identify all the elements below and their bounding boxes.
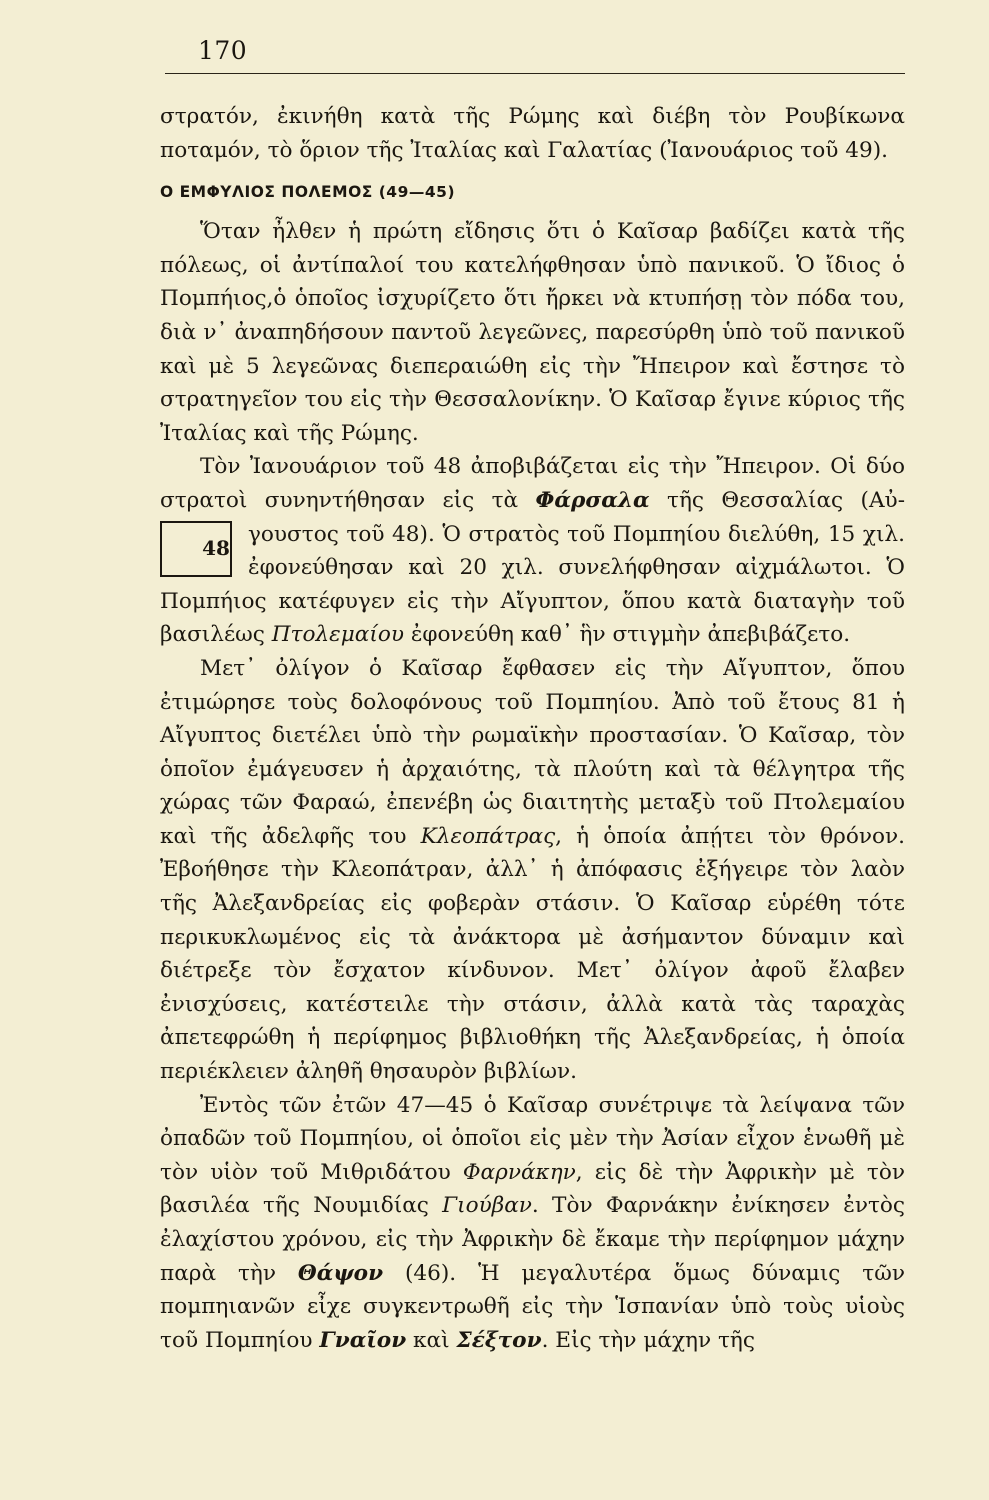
text-run: Ἐντὸς τῶν ἐτῶν 47—45 ὁ Καῖσαρ συνέτριψε τὰ λείψανα τῶν ὀπαδῶν τοῦ Πομπηίου, οἱ ὁποῖοι εἰς μὲν τὴν Ἀσίαν εἶχον ἑνωθῆ μὲ τὸν υἱὸν τοῦ Μιθριδάτου [160,1092,905,1185]
text-run: . Εἰς τὴν μάχην τῆς [541,1327,755,1353]
emphasis-pharsala: Φάρσαλα [535,487,650,513]
emphasis-pharnaces: Φαρνάκην [462,1159,576,1185]
paragraph-1 [160,100,905,167]
emphasis-cleopatra: Κλεοπάτρας [420,823,556,849]
emphasis-sextus: Σέξτον [456,1327,542,1353]
emphasis-thapsus: Θάψον [297,1260,384,1286]
emphasis-juba: Γιούβαν [442,1193,532,1219]
text-run: Τὸν Ἰανουάριον τοῦ 48 ἀποβιβάζεται εἰς τὴν Ἤπειρον. Οἱ δύο στρατοὶ συνηντήθησαν εἰς τὰ [160,454,905,513]
year-marker-box: 48 [160,521,232,577]
text-run: Μετ᾽ ὀλίγον ὁ Καῖσαρ ἔφθασεν εἰς τὴν Αἴγυπτον, ὅπου ἐτιμώρησε τοὺς δολοφόνους τοῦ Πομπηίου. Ἀπὸ τοῦ ἔτους 81 ἡ Αἴγυπτος διετέλει ὑπὸ τὴν ρωμαϊκὴν προστασίαν. Ὁ Καῖσαρ, τὸν ὁποῖον ἐμάγευσεν ἡ ἀρχαιότης, τὰ πλούτη καὶ τὰ θέλγητρα τῆς χώρας τῶν Φαραώ, ἐπενέβη ὡς διαιτητὴς μεταξὺ τοῦ Πτολεμαίου καὶ τῆς ἀδελφῆς του [160,655,905,849]
paragraph-5 [160,1089,905,1358]
emphasis-ptolemy: Πτολεμαίου [271,622,404,648]
text-run: στρατόν, ἐκινήθη κατὰ τῆς Ρώμης καὶ διέβη τὸν Ρουβίκωνα ποταμόν, τὸ ὅριον τῆς Ἰταλίας καὶ Γαλατίας (Ἰανουάριος τοῦ 49). [160,104,905,163]
text-run: (46). Ἡ μεγαλυτέρα ὅμως δύναμις τῶν πομπηιανῶν εἶχε συγκεντρωθῆ εἰς τὴν Ἱσπανίαν ὑπὸ τοὺς υἱοὺς τοῦ Πομπηίου [160,1260,905,1353]
text-run: , εἰς δὲ τὴν Ἀφρικὴν μὲ τὸν βασιλέα τῆς Νουμιδίας [160,1159,905,1219]
paragraph-2 [160,215,905,450]
text-run: , ἡ ὁποία ἀπῄτει τὸν θρόνον. Ἐβοήθησε τὴν Κλεοπάτραν, ἀλλ᾽ ἡ ἀπόφασις ἐξήγειρε τὸν λαὸν τῆς Ἀλεξανδρείας εἰς φοβερὰν στάσιν. Ὁ Καῖσαρ εὑρέθη τότε περικυκλωμένος εἰς τὰ ἀνάκτορα μὲ ἀσήμαντον δύναμιν καὶ διέτρεξε τὸν ἔσχατον κίνδυνον. Μετ᾽ ὀλίγον ἀφοῦ ἔλαβεν ἐνισχύσεις, κατέστειλε τὴν στάσιν, ἀλλὰ κατὰ τὰς ταραχὰς ἀπετεφρώθη ἡ περίφημος βιβλιοθήκη τῆς Ἀλεξανδρείας, ἡ ὁποία περιέκλειεν ἀληθῆ θησαυρὸν βιβλίων. [160,823,905,1085]
emphasis-gnaeus: Γναῖον [319,1327,407,1353]
text-run: Ὅταν ἦλθεν ἡ πρώτη εἴδησις ὅτι ὁ Καῖσαρ βαδίζει κατὰ τῆς πόλεως, οἱ ἀντίπαλοί του κατελήφθησαν ὑπὸ πανικοῦ. Ὁ ἴδιος ὁ Πομπήιος,ὁ ὁποῖος ἰσχυρίζετο ὅτι ἤρκει νὰ κτυπήσῃ τὸν πόδα του, διὰ ν᾽ ἀναπηδήσουν παντοῦ λεγεῶνες, παρεσύρθη ὑπὸ τοῦ πανικοῦ καὶ μὲ 5 λεγεῶνας διεπεραιώθη εἰς τὴν Ἤπειρον καὶ ἔστησε τὸ στρατηγεῖον του εἰς τὴν Θεσσαλονίκην. Ὁ Καῖσαρ ἔγινε κύριος τῆς Ἰταλίας καὶ τῆς Ρώμης. [160,219,905,446]
paragraph-3 [160,450,905,652]
text-run: καὶ [406,1327,457,1353]
text-run: τῆς Θεσσαλίας (Αὐ- [649,487,905,513]
paragraph-4 [160,652,905,1089]
text-run: . Τὸν Φαρνάκην ἐνίκησεν ἐντὸς ἐλαχίστου χρόνου, εἰς τὴν Ἀφρικὴν δὲ ἔκαμε τὴν περίφημον μάχην παρὰ τὴν [160,1193,905,1286]
section-heading: Ο ΕΜΦΥΛΙΟΣ ΠΟΛΕΜΟΣ (49—45) [160,183,456,202]
body-text [160,100,905,1357]
page-number: 170 [198,36,248,65]
header-rule [165,73,905,74]
text-run: ἐφονεύθη καθ᾽ ἣν στιγμὴν ἀπεβιβάζετο. [403,622,851,648]
text-run: γουστος τοῦ 48). Ὁ στρατὸς τοῦ Πομπηίου διελύθη, 15 χιλ. ἐφονεύθησαν καὶ 20 χιλ. συνελήφθησαν αἰχμάλωτοι. Ὁ Πομπήιος κατέφυγεν εἰς τὴν Αἴγυπτον, ὅπου κατὰ διαταγὴν τοῦ βασιλέως [160,521,905,648]
